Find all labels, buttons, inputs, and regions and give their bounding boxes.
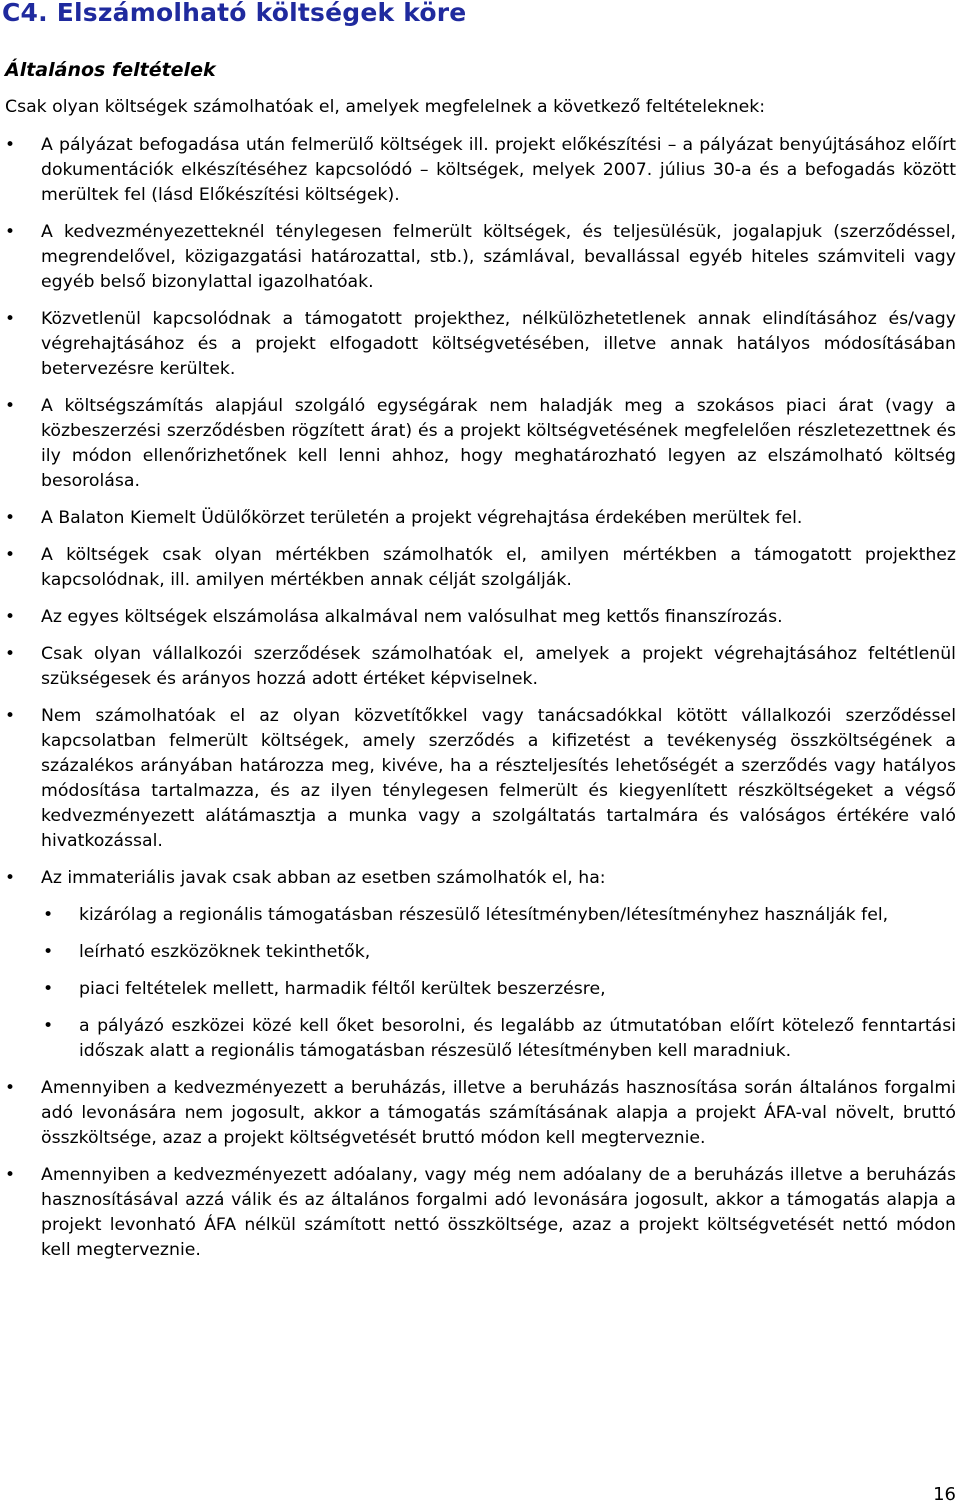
sub-list-item: • piaci feltételek mellett, harmadik féltől kerültek beszerzésre, [41, 977, 956, 1002]
list-item: • A pályázat befogadása után felmerülő költségek ill. projekt előkészítési – a pályázat benyújtásához előírt dokumentációk elkészítéséhez kapcsolódó – költségek, melyek 2007. július 30-a és a befogadás között merültek fel (lásd Előkészítési költségek). [5, 135, 956, 205]
bullet-icon: • [5, 706, 16, 726]
bullet-icon: • [5, 607, 16, 627]
list-item: • Amennyiben a kedvezményezett a beruházás, illetve a beruházás hasznosítása során általános forgalmi adó levonására nem jogosult, akkor a támogatás számításának alapja a projekt ÁFA-val növelt, bruttó összköltsége, azaz a projekt költségvetését bruttó módon kell megterveznie. [5, 1078, 956, 1148]
bullet-icon: • [5, 396, 16, 416]
list-item: • Az immateriális javak csak abban az esetben számolhatók el, ha: • kizárólag a regionális támogatásban részesülő létesítményben/létesítményhez használják fel, • leírható eszközöknek tekinthetők, • piaci feltételek mellett, harmadik féltől kerültek beszerzésre, • a pályázó eszközei közé kell őket besorolni, és legalább az útmutatóban előírt kötelező fenntartási időszak alatt a regionális támogatásban részesülő létesítményben kell maradniuk. [0, 866, 956, 1064]
sub-list-item: • leírható eszközöknek tekinthetők, [41, 940, 956, 965]
page-number: 16 [933, 1484, 956, 1505]
list-item: • Nem számolhatóak el az olyan közvetítőkkel vagy tanácsadókkal kötött vállalkozói szerződéssel kapcsolatban felmerült költségek, amely szerződés a kifizetést a tevékenység összköltségének a százalékos arányában határozza meg, kivéve, ha a részteljesítés lehetőségét a szerződés vagy hatályos módosítása tartalmazza, és az ilyen ténylegesen felmerült és kiegyenlített részköltségeket a végső kedvezményezett alátámasztja a munka vagy a szolgáltatás tartalmára és valóságos értékére való hivatkozással. [5, 706, 956, 851]
list-item: • Csak olyan vállalkozói szerződések számolhatóak el, amelyek a projekt végrehajtásához feltétlenül szükségesek és arányos hozzá adott értéket képviselnek. [5, 644, 956, 689]
bullet-icon: • [5, 868, 16, 888]
bullet-icon: • [5, 222, 16, 242]
bullet-icon: • [43, 1016, 54, 1036]
list-item: • A költségek csak olyan mértékben számolhatók el, amilyen mértékben a támogatott projekthez kapcsolódnak, ill. amilyen mértékben annak célját szolgálják. [5, 545, 956, 590]
bullet-icon: • [5, 508, 16, 528]
bullet-icon: • [5, 644, 16, 664]
bullet-icon: • [5, 309, 16, 329]
bullet-icon: • [43, 979, 54, 999]
list-item: • A Balaton Kiemelt Üdülőkörzet területén a projekt végrehajtása érdekében merültek fel. [0, 506, 956, 531]
list-item: • A kedvezményezetteknél ténylegesen felmerült költségek, és teljesülésük, jogalapjuk (szerződéssel, megrendelővel, közigazgatási határozattal, stb.), számlával, bevallással egyéb hiteles számviteli vagy egyéb belső bizonylattal igazolhatóak. [5, 222, 956, 292]
bullet-icon: • [43, 942, 54, 962]
section-heading: C4. Elszámolható költségek köre [2, 0, 467, 27]
bullet-icon: • [5, 135, 16, 155]
list-item: • Az egyes költségek elszámolása alkalmával nem valósulhat meg kettős finanszírozás. [0, 605, 956, 630]
bullet-icon: • [5, 545, 16, 565]
conditions-list [0, 133, 956, 1275]
intro-paragraph: Csak olyan költségek számolhatóak el, amelyek megfelelnek a következő feltételeknek: [5, 97, 766, 117]
sub-list-item: • kizárólag a regionális támogatásban részesülő létesítményben/létesítményhez használják fel, [41, 903, 956, 928]
bullet-icon: • [5, 1165, 16, 1185]
bullet-icon: • [43, 905, 54, 925]
intangible-assets-sublist [41, 903, 956, 1064]
list-item: • Közvetlenül kapcsolódnak a támogatott projekthez, nélkülözhetetlenek annak elindításához és/vagy végrehajtásához és a projekt elfogadott költségvetésében, illetve annak hatályos módosításában betervezésre kerültek. [5, 309, 956, 379]
bullet-icon: • [5, 1078, 16, 1098]
list-item: • Amennyiben a kedvezményezett adóalany, vagy még nem adóalany de a beruházás illetve a beruházás hasznosításával azzá válik és az általános forgalmi adó levonására jogosult, akkor a támogatás alapja a projekt levonható ÁFA nélkül számított nettó összköltsége, azaz a projekt költségvetését nettó módon kell megterveznie. [5, 1165, 956, 1260]
list-item: • A költségszámítás alapjául szolgáló egységárak nem haladják meg a szokásos piaci árat (vagy a közbeszerzési szerződésben rögzített árat) és a projekt költségvetésének megfelelően részletezettnek és ily módon ellenőrizhetőnek kell lenni ahhoz, hogy meghatározható legyen az elszámolható költség besorolása. [5, 396, 956, 491]
sub-list-item: • a pályázó eszközei közé kell őket besorolni, és legalább az útmutatóban előírt kötelező fenntartási időszak alatt a regionális támogatásban részesülő létesítményben kell maradniuk. [43, 1016, 956, 1061]
subsection-heading: Általános feltételek [5, 59, 216, 81]
